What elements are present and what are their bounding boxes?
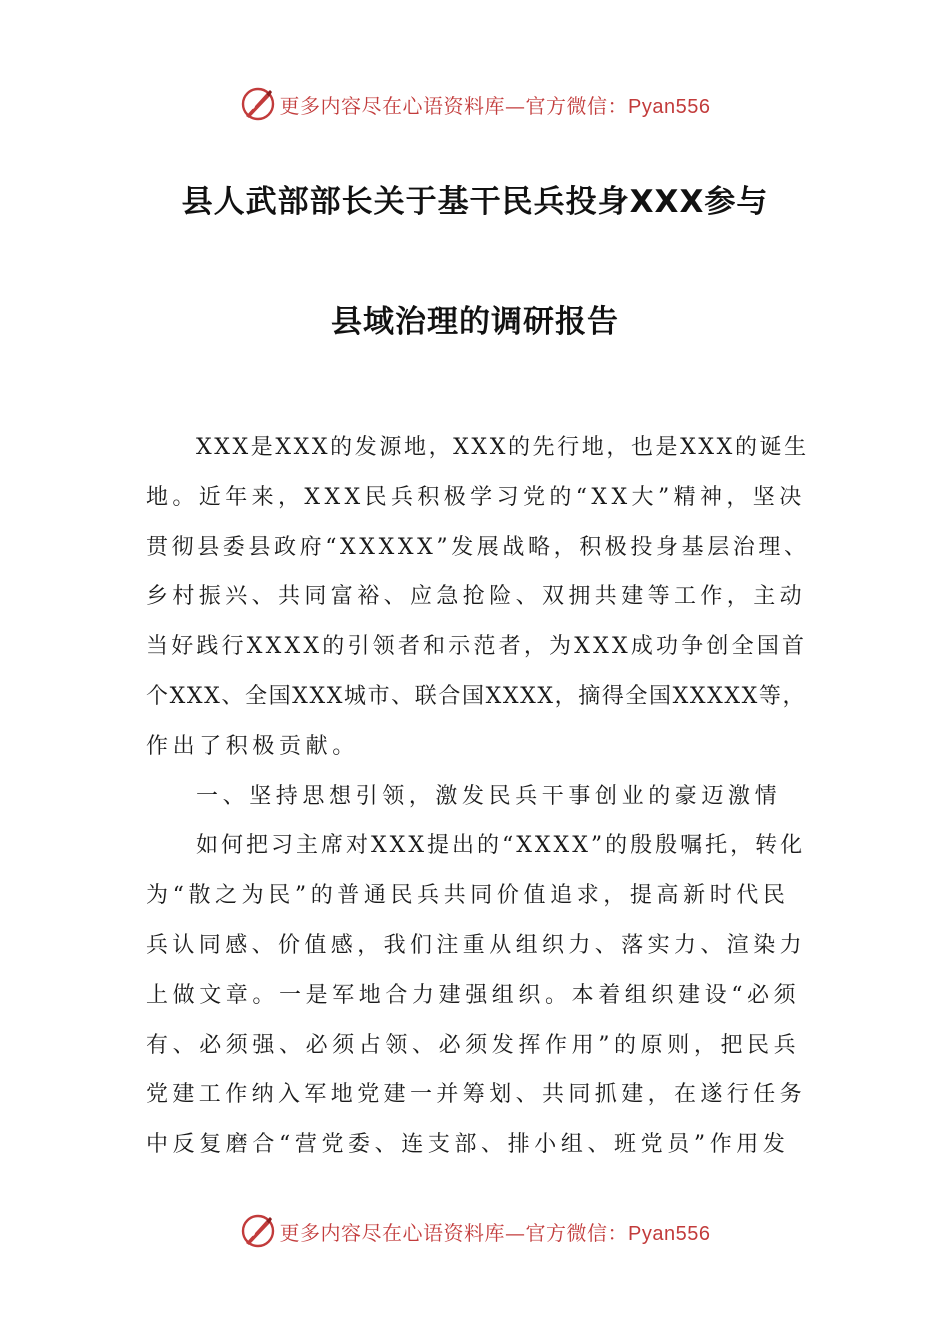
document-title-line-1: 县人武部部长关于基干民兵投身XXX参与 bbox=[181, 184, 769, 220]
document-title-line-2: 县域治理的调研报告 bbox=[331, 304, 619, 340]
body-line: 乡村振兴、共同富裕、应急抢险、双拥共建等工作，主动 bbox=[146, 584, 807, 610]
body-line: 党建工作纳入军地党建一并筹划、共同抓建，在遂行任务 bbox=[146, 1082, 807, 1108]
body-line: 当好践行XXXX的引领者和示范者，为XXX成功争创全国首 bbox=[146, 634, 808, 660]
body-line: 上做文章。一是军地合力建强组织。本着组织建设“必须 bbox=[146, 982, 801, 1008]
watermark-wechat-id: Pyan556 bbox=[628, 1222, 711, 1245]
body-line: 地。近年来，XXX民兵积极学习党的“XX大”精神，坚决 bbox=[146, 484, 806, 510]
pen-circle-logo-icon bbox=[240, 86, 276, 122]
document-body bbox=[146, 428, 810, 1175]
body-line: XXX是XXX的发源地，XXX的先行地，也是XXX的诞生 bbox=[196, 435, 809, 460]
body-line: 如何把习主席对XXX提出的“XXXX”的殷殷嘱托，转化 bbox=[196, 833, 806, 859]
body-line: 有、必须强、必须占领、必须发挥作用”的原则，把民兵 bbox=[146, 1032, 801, 1058]
body-line: 贯彻县委县政府“XXXXX”发展战略，积极投身基层治理、 bbox=[146, 534, 810, 560]
body-line: 个XXX、全国XXX城市、联合国XXXX，摘得全国XXXXX等， bbox=[146, 683, 807, 709]
watermark-text: 更多内容尽在心语资料库—官方微信： bbox=[279, 1220, 629, 1245]
top-watermark-banner bbox=[0, 82, 950, 126]
watermark-text: 更多内容尽在心语资料库—官方微信： bbox=[279, 93, 629, 118]
body-line: 作出了积极贡献。 bbox=[146, 733, 359, 759]
watermark-wechat-id: Pyan556 bbox=[628, 95, 711, 118]
section-heading: 一、坚持思想引领，激发民兵干事创业的豪迈激情 bbox=[196, 783, 782, 809]
pen-circle-logo-icon bbox=[240, 1213, 276, 1249]
body-line: 为“散之为民”的普通民兵共同价值追求，提高新时代民 bbox=[146, 883, 790, 909]
body-line: 兵认同感、价值感，我们注重从组织力、落实力、渲染力 bbox=[146, 932, 807, 958]
bottom-watermark-banner bbox=[0, 1209, 950, 1253]
body-line: 中反复磨合“营党委、连支部、排小组、班党员”作用发 bbox=[146, 1132, 790, 1158]
